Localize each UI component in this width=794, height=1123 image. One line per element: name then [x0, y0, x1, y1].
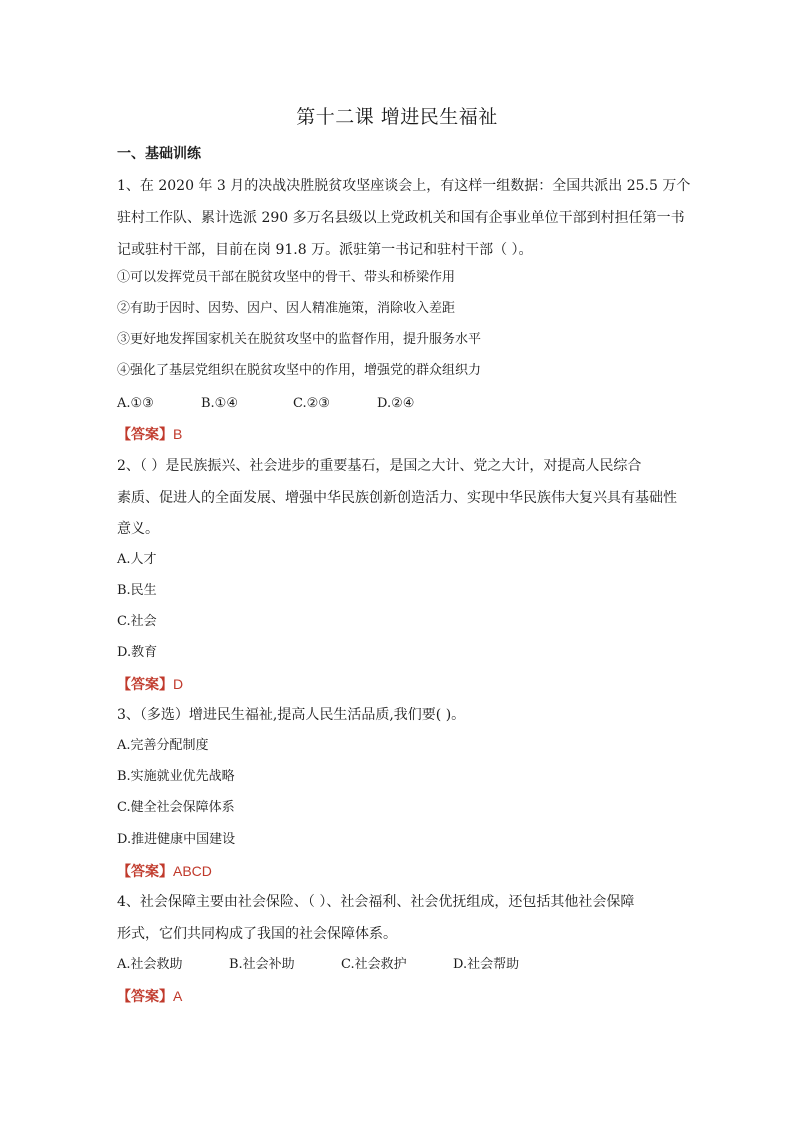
q1-option-b: B.①④	[201, 396, 238, 411]
q2-option-c: C.社会	[117, 614, 157, 629]
q1-statement-1: ①可以发挥党员干部在脱贫攻坚中的骨干、带头和桥梁作用	[117, 270, 456, 285]
q4-option-c: C.社会救护	[341, 957, 407, 972]
q1-line-3: 记或驻村干部，目前在岗 91.8 万。派驻第一书记和驻村干部（ ）。	[117, 242, 533, 258]
q4-line-1: 4、社会保障主要由社会保险、（ ）、社会福利、社会优抚组成，还包括其他社会保障	[117, 894, 635, 910]
q1-statement-4: ④强化了基层党组织在脱贫攻坚中的作用，增强党的群众组织力	[117, 363, 482, 378]
q4-option-a: A.社会救助	[117, 957, 183, 972]
q3-option-b: B.实施就业优先战略	[117, 769, 235, 784]
q2-answer	[117, 674, 183, 695]
q1-options	[117, 394, 414, 414]
q3-line-1: 3、（多选）增进民生福祉,提高人民生活品质,我们要( )。	[117, 707, 466, 723]
answer-value: ABCD	[173, 863, 212, 879]
answer-label: 【答案】	[117, 989, 173, 1005]
q1-option-a: A.①③	[117, 396, 154, 411]
q2-line-1: 2、（ ）是民族振兴、社会进步的重要基石，是国之大计、党之大计，对提高人民综合	[117, 458, 642, 474]
q1-option-d: D.②④	[377, 396, 415, 411]
q2-option-a: A.人才	[117, 552, 157, 567]
answer-label: 【答案】	[117, 427, 173, 443]
q1-line-1: 1、在 2020 年 3 月的决战决胜脱贫攻坚座谈会上，有这样一组数据：全国共派出 25.5 万个	[117, 178, 691, 194]
q4-line-2: 形式，它们共同构成了我国的社会保障体系。	[117, 926, 397, 942]
q1-answer	[117, 424, 182, 445]
q3-option-c: C.健全社会保障体系	[117, 800, 235, 815]
q4-option-d: D.社会帮助	[453, 957, 520, 972]
q2-option-d: D.教育	[117, 645, 158, 660]
answer-value: A	[173, 988, 183, 1004]
q3-answer	[117, 861, 212, 882]
q1-statement-2: ②有助于因时、因势、因户、因人精准施策，消除收入差距	[117, 301, 456, 316]
answer-label: 【答案】	[117, 677, 173, 693]
q2-line-2: 素质、促进人的全面发展、增强中华民族创新创造活力、实现中华民族伟大复兴具有基础性	[117, 490, 677, 506]
q1-statement-3: ③更好地发挥国家机关在脱贫攻坚中的监督作用，提升服务水平	[117, 332, 482, 347]
section-heading: 一、基础训练	[117, 146, 201, 162]
q2-line-3: 意义。	[117, 521, 159, 537]
page-title: 第十二课 增进民生福祉	[296, 106, 498, 128]
q4-option-b: B.社会补助	[229, 957, 295, 972]
answer-value: D	[173, 676, 184, 692]
answer-label: 【答案】	[117, 864, 173, 880]
q1-line-2: 驻村工作队、累计选派 290 多万名县级以上党政机关和国有企事业单位干部到村担任第一书	[117, 210, 685, 226]
q4-options	[117, 955, 519, 975]
q1-option-c: C.②③	[293, 396, 330, 411]
q3-option-d: D.推进健康中国建设	[117, 832, 236, 847]
q3-option-a: A.完善分配制度	[117, 738, 209, 753]
q4-answer	[117, 986, 182, 1007]
answer-value: B	[173, 426, 183, 442]
q2-option-b: B.民生	[117, 583, 157, 598]
